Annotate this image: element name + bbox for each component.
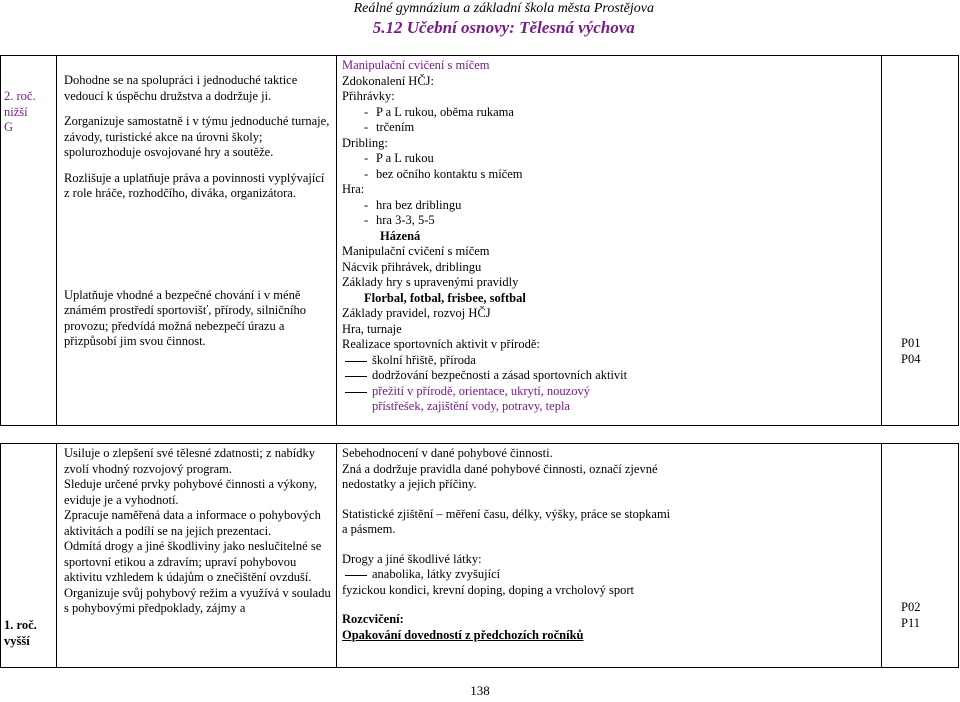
content-line: Zná a dodržuje pravidla dané pohybové činnosti, označí zjevné nedostatky a jejich příčiny. bbox=[342, 461, 658, 491]
content-line: Dribling: bbox=[342, 135, 388, 150]
content-bullet: anabolika, látky zvyšující bbox=[342, 567, 878, 583]
grade-line: 1. roč. bbox=[4, 618, 37, 632]
content-bullet: - hra 3-3, 5-5 bbox=[364, 213, 435, 227]
content-bullet: přežití v přírodě, orientace, ukrytí, nouzový bbox=[342, 384, 878, 400]
outcome-text: Zorganizuje samostatně i v týmu jednoduché turnaje, závody, turistické akce na úrovni školy; spolurozhoduje osvojované hry a soutěže. bbox=[64, 114, 330, 159]
content-line: Manipulační cvičení s míčem bbox=[342, 58, 490, 72]
content-line: Statistické zjištění – měření času, délky, výšky, práce se stopkami a pásmem. bbox=[342, 506, 671, 536]
content-line: Zdokonalení HČJ: bbox=[342, 73, 435, 88]
outcome-text: Odmítá drogy a jiné škodliviny jako neslučitelné se sportovní etikou a zdravím; upraví pohybovou aktivitu vzhledem k údajům o znečištění ovzduší. bbox=[64, 539, 322, 584]
code-label: P11 bbox=[901, 615, 920, 630]
page-number: 138 bbox=[470, 683, 490, 698]
outcomes-cell bbox=[57, 444, 337, 668]
code-label: P01 bbox=[901, 336, 921, 350]
outcome-text: Usiluje o zlepšení své tělesné zdatnosti; z nabídky zvolí vhodný rozvojový program. bbox=[64, 446, 315, 476]
outcome-text: Dohodne se na spolupráci i jednoduché taktice vedoucí k úspěchu družstva a dodržuje ji. bbox=[64, 73, 298, 103]
content-heading: Opakování dovedností z předchozích ročníků bbox=[342, 627, 584, 642]
outcomes-cell bbox=[57, 56, 337, 426]
school-name: Reálné gymnázium a základní škola města Prostějova bbox=[353, 1, 654, 16]
subject-title: 5.12 Učební osnovy: Tělesná výchova bbox=[372, 18, 635, 37]
grade-line: vyšší bbox=[4, 633, 30, 648]
grade-line: nižší bbox=[4, 104, 28, 119]
content-bullet: dodržování bezpečnosti a zásad sportovních aktivit bbox=[342, 368, 878, 384]
content-line: Základy hry s upravenými pravidly bbox=[342, 275, 519, 289]
code-label: P04 bbox=[901, 351, 921, 366]
outcome-text: Zpracuje naměřená data a informace o pohybových aktivitách a podílí se na jejich prezentaci. bbox=[64, 508, 321, 538]
content-bullet: - bez očního kontaktu s míčem bbox=[364, 166, 523, 181]
grade-cell bbox=[1, 444, 57, 668]
grade-line: 2. roč. bbox=[4, 89, 36, 103]
outcome-text: Rozlišuje a uplatňuje práva a povinnosti vyplývající z role hráče, rozhodčího, diváka, organizátora. bbox=[64, 170, 325, 200]
content-line: Nácvik přihrávek, driblingu bbox=[342, 259, 482, 274]
grade-line: G bbox=[4, 120, 14, 134]
content-bullet: - hra bez driblingu bbox=[364, 197, 462, 212]
content-bullet: - P a L rukou bbox=[364, 151, 434, 165]
content-line: Manipulační cvičení s míčem bbox=[342, 244, 490, 258]
content-bullet: - trčením bbox=[364, 120, 415, 134]
content-line: přístřešek, zajištění vody, potravy, tepla bbox=[372, 399, 570, 413]
curriculum-table-1 bbox=[0, 55, 959, 426]
curriculum-table-2 bbox=[0, 443, 959, 668]
content-bullet: školní hřiště, příroda bbox=[342, 353, 878, 369]
content-line: Základy pravidel, rozvoj HČJ bbox=[342, 306, 491, 320]
sport-heading: Házená bbox=[380, 228, 421, 243]
grade-cell bbox=[1, 56, 57, 426]
page-header bbox=[354, 1, 654, 39]
outcome-text: Uplatňuje vhodné a bezpečné chování i v méně známém prostředí sportovišť, přírody, silničního provozu; předvídá možná nebezpečí úrazu a přizpůsobí jim svou činnost. bbox=[64, 287, 306, 348]
content-bullet: - P a L rukou, oběma rukama bbox=[364, 104, 514, 119]
content-line: Hra, turnaje bbox=[342, 321, 402, 336]
content-heading: Rozcvičení: bbox=[342, 612, 404, 626]
codes-cell bbox=[882, 444, 959, 668]
content-cell bbox=[337, 56, 882, 426]
content-line: Realizace sportovních aktivit v přírodě: bbox=[342, 337, 540, 351]
outcome-text: Sleduje určené prvky pohybové činnosti a výkony, eviduje je a vyhodnotí. bbox=[64, 477, 317, 507]
content-line: Hra: bbox=[342, 182, 365, 196]
codes-cell bbox=[882, 56, 959, 426]
sport-heading: Florbal, fotbal, frisbee, softbal bbox=[364, 290, 526, 305]
content-line: fyzickou kondici, krevní doping, doping a vrcholový sport bbox=[342, 582, 634, 597]
code-label: P02 bbox=[901, 600, 921, 614]
content-line: Drogy a jiné škodlivé látky: bbox=[342, 551, 482, 566]
outcome-text: Organizuje svůj pohybový režim a využívá v souladu s pohybovými předpoklady, zájmy a bbox=[64, 585, 331, 615]
content-line: Sebehodnocení v dané pohybové činnosti. bbox=[342, 446, 553, 460]
content-cell bbox=[337, 444, 882, 668]
content-line: Přihrávky: bbox=[342, 89, 395, 103]
